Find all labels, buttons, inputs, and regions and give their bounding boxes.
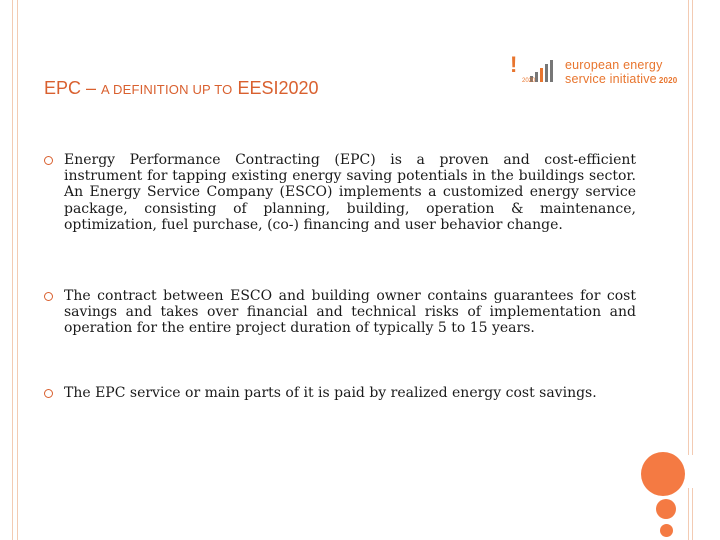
left-border-line — [12, 0, 13, 540]
left-border-line — [17, 0, 18, 540]
logo-exclamation-icon: ! — [510, 52, 518, 77]
logo-service-text: service initiative — [565, 72, 657, 86]
title-eesi: EESI2020 — [232, 78, 319, 98]
decorative-circle — [641, 452, 685, 496]
title-dash: – — [81, 78, 102, 98]
right-border-line — [692, 488, 693, 540]
logo-year: 2020 — [658, 76, 678, 85]
logo-line-service-initiative — [565, 72, 677, 88]
bullet-text: Energy Performance Contracting (EPC) is a proven and cost-efficient instrument for tapping existing energy saving potentials in the buildings sector. An Energy Service Company (ESCO) implements a customized energy service package, consisting of planning, building, operation & maintenance, optimization, fuel purchase, (co-) financing and user behavior change. — [64, 152, 636, 233]
title-epc: EPC — [44, 78, 82, 98]
bullet-circle-icon — [44, 292, 53, 301]
right-border-line — [688, 488, 689, 540]
logo-wordmark — [565, 58, 677, 88]
decorative-circle — [660, 524, 673, 537]
bullet-circle-icon — [44, 156, 53, 165]
logo-line-european-energy: european energy — [565, 58, 663, 72]
bullet-text: The contract between ESCO and building owner contains guarantees for cost savings and takes over financial and technical risks of implementation and operation for the entire project duration of typically 5 to 15 years. — [64, 288, 636, 337]
logo-badge-year: 2020 — [522, 78, 536, 84]
bullet-circle-icon — [44, 389, 53, 398]
bullet-item — [44, 152, 636, 233]
title-definition: A DEFINITION UP TO — [101, 82, 233, 97]
logo-mark-icon — [508, 54, 562, 88]
eesi-logo — [508, 52, 698, 92]
slide-title — [44, 78, 319, 99]
bullet-item — [44, 385, 636, 401]
bullet-text: The EPC service or main parts of it is paid by realized energy cost savings. — [64, 385, 597, 401]
bullet-item — [44, 288, 636, 337]
decorative-circle — [656, 499, 676, 519]
